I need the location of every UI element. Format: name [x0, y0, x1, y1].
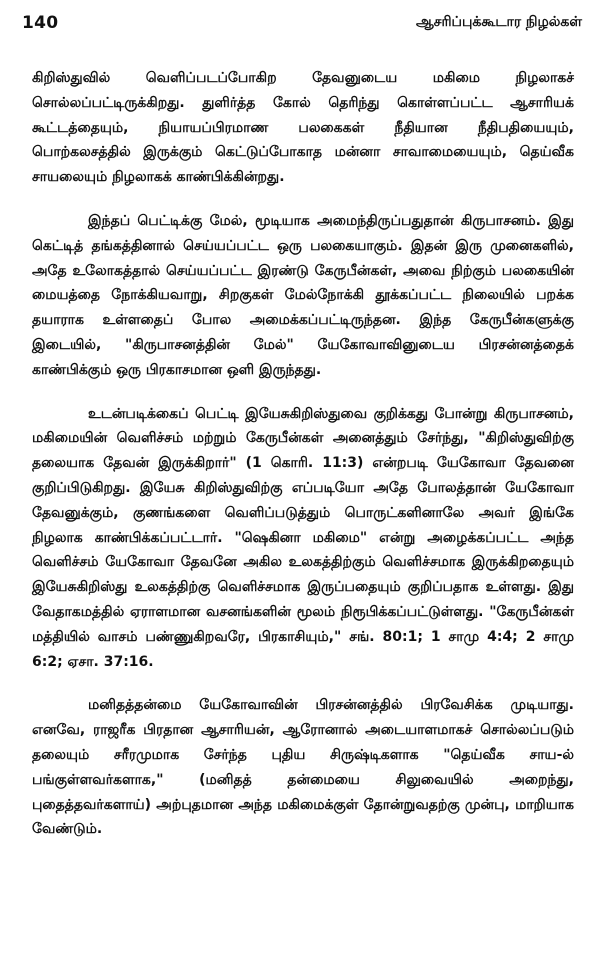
paragraph-new-creatures: மனிதத்தன்மை யேகோவாவின் பிரசன்னத்தில் பிரவேசிக்க முடியாது. எனவே, ராஜரீக பிரதான ஆசாரியன், ஆரோனால் அடையாளமாகச் சொல்லப்படும் தலையும் சரீரமுமாக சேர்ந்த புதிய சிருஷ்டிகளாக "தெய்வீக சாய-ல் பங்குள்ளவர்களாக," (மனிதத் தன்மையை சிலுவையில் அறைந்து, புதைத்தவர்களாய்) அற்புதமான அந்த மகிமைக்குள் தோன்றுவதற்கு முன்பு, மாறியாக வேண்டும். [32, 697, 574, 838]
page-body [32, 66, 574, 861]
paragraph-mercy-seat-intro: கிறிஸ்துவில் வெளிப்படப்போகிற தேவனுடைய மகிமை நிழலாகச் சொல்லப்பட்டிருக்கிறது. துளிர்த்த கோல் தெரிந்து கொள்ளப்பட்ட ஆசாரியக் கூட்டத்தையும், நியாயப்பிரமாண பலகைகள் நீதியான நீதிபதியையும், பொற்கலசத்தில் இருக்கும் கெட்டுப்போகாத மன்னா சாவாமையையும், தெய்வீக சாயலையும் நிழலாகக் காண்பிக்கின்றது. [32, 70, 574, 186]
paragraph-mercy-seat-description: இந்தப் பெட்டிக்கு மேல், மூடியாக அமைந்திருப்பதுதான் கிருபாசனம். இது கெட்டித் தங்கத்தினால் செய்யப்பட்ட ஒரு பலகையாகும். இதன் இரு முனைகளில், அதே உலோகத்தால் செய்யப்பட்ட இரண்டு கேருபீன்கள், அவை நிற்கும் பலகையின் மையத்தை நோக்கியவாறு, சிறகுகள் மேல்நோக்கி தூக்கப்பட்ட நிலையில் பறக்க தயாராக உள்ளதைப் போல அமைக்கப்பட்டிருந்தன. இந்த கேருபீன்களுக்கு இடையில், "கிருபாசனத்தின் மேல்" யேகோவாவினுடைய பிரசன்னத்தைக் காண்பிக்கும் ஒரு பிரகாசமான ஒளி இருந்தது. [32, 212, 574, 378]
paragraph-shekinah-glory: உடன்படிக்கைப் பெட்டி இயேசுகிறிஸ்துவை குறிக்கது போன்று கிருபாசனம், மகிமையின் வெளிச்சம் மற்றும் கேருபீன்கள் அனைத்தும் சேர்ந்து, "கிறிஸ்துவிற்கு தலையாக தேவன் இருக்கிறார்" (1 கொரி. 11:3) என்றபடி யேகோவா தேவனை குறிப்பிடுகிறது. இயேசு கிறிஸ்துவிற்கு எப்படியோ அதே போலத்தான் யேகோவா தேவனுக்கும், குணங்களை வெளிப்படுத்தும் பொருட்களினாலே அவர் இங்கே நிழலாக காண்பிக்கப்பட்டார். "ஷெகினா மகிமை" என்று அழைக்கப்பட்ட அந்த வெளிச்சம் யேகோவா தேவனே அகில உலகத்திற்கும் வெளிச்சமாக இருக்கிறதையும் இயேசுகிறிஸ்து உலகத்திற்கு வெளிச்சமாக இருப்பதையும் குறிப்பதாக உள்ளது. இது வேதாகமத்தில் ஏராளமான வசனங்களின் மூலம் நிரூபிக்கப்பட்டுள்ளது. "கேருபீன்கள் மத்தியில் வாசம் பண்ணுகிறவரே, பிரகாசியும்," சங். 80:1; 1 சாமு 4:4; 2 சாமு 6:2; ஏசா. 37:16. [32, 405, 574, 670]
running-title: ஆசரிப்புக்கூடார நிழல்கள் [416, 14, 582, 30]
page-header [22, 10, 582, 36]
page-number: 140 [22, 13, 59, 33]
